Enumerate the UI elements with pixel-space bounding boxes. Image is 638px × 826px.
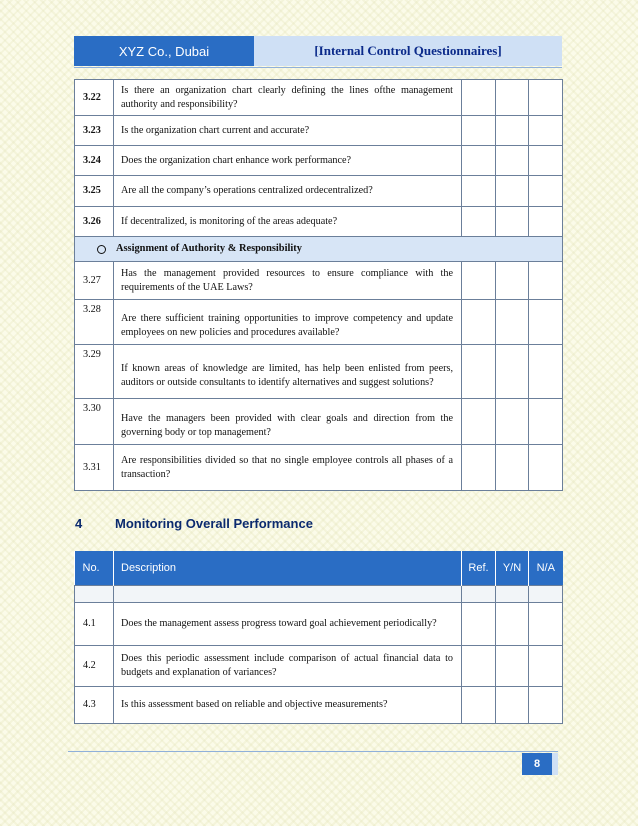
company-name: XYZ Co., Dubai	[74, 36, 254, 66]
row-description: If decentralized, is monitoring of the areas adequate?	[114, 207, 462, 237]
ref-cell[interactable]	[462, 687, 496, 724]
ref-cell[interactable]	[462, 80, 496, 116]
yn-cell[interactable]	[496, 207, 529, 237]
ref-cell[interactable]	[462, 445, 496, 491]
ref-cell[interactable]	[462, 116, 496, 146]
header-ref: Ref.	[462, 551, 496, 586]
yn-cell[interactable]	[496, 603, 529, 646]
table-header-row	[75, 551, 563, 586]
document-title: [Internal Control Questionnaires]	[254, 36, 562, 66]
row-number: 3.26	[75, 207, 114, 237]
yn-cell[interactable]	[496, 176, 529, 207]
ref-cell[interactable]	[462, 603, 496, 646]
row-number: 3.31	[75, 445, 114, 491]
yn-cell[interactable]	[496, 445, 529, 491]
table-row	[75, 687, 563, 724]
yn-cell[interactable]	[496, 262, 529, 300]
na-cell[interactable]	[529, 300, 563, 345]
na-cell[interactable]	[529, 687, 563, 724]
yn-cell[interactable]	[496, 300, 529, 345]
na-cell[interactable]	[529, 445, 563, 491]
row-description: Does the organization chart enhance work performance?	[114, 146, 462, 176]
row-number: 4.3	[75, 687, 114, 724]
spacer-row	[75, 586, 563, 603]
header-no: No.	[75, 551, 114, 586]
na-cell[interactable]	[529, 399, 563, 445]
row-number: 3.30	[75, 399, 114, 445]
row-number: 3.27	[75, 262, 114, 300]
section-heading	[75, 242, 562, 256]
row-description: Is this assessment based on reliable and objective measurements?	[114, 687, 462, 724]
table-row	[75, 345, 563, 399]
row-description: Is the organization chart current and accurate?	[114, 116, 462, 146]
yn-cell[interactable]	[496, 687, 529, 724]
table-row	[75, 603, 563, 646]
table-row	[75, 80, 563, 116]
circle-bullet-icon	[97, 245, 106, 254]
ref-cell[interactable]	[462, 207, 496, 237]
table-row	[75, 116, 563, 146]
section-title: Assignment of Authority & Responsibility	[116, 243, 302, 254]
table-row	[75, 146, 563, 176]
header-description: Description	[114, 551, 462, 586]
row-description: Does this periodic assessment include comparison of actual financial data to budgets and explanation of variances?	[114, 646, 462, 687]
section-title: Monitoring Overall Performance	[115, 516, 313, 531]
header-yn: Y/N	[496, 551, 529, 586]
row-number: 3.22	[75, 80, 114, 116]
row-description: If known areas of knowledge are limited, has help been enlisted from peers, auditors or outside consultants to identify alternatives and suggest solutions?	[114, 345, 462, 399]
header-divider	[74, 67, 562, 68]
table-row	[75, 300, 563, 345]
yn-cell[interactable]	[496, 80, 529, 116]
page-number: 8	[522, 753, 552, 775]
na-cell[interactable]	[529, 207, 563, 237]
na-cell[interactable]	[529, 80, 563, 116]
table-row	[75, 207, 563, 237]
yn-cell[interactable]	[496, 399, 529, 445]
row-description: Does the management assess progress toward goal achievement periodically?	[114, 603, 462, 646]
table-row	[75, 399, 563, 445]
row-description: Have the managers been provided with clear goals and direction from the governing body or top management?	[114, 399, 462, 445]
ref-cell[interactable]	[462, 646, 496, 687]
yn-cell[interactable]	[496, 146, 529, 176]
table-row	[75, 646, 563, 687]
yn-cell[interactable]	[496, 646, 529, 687]
row-number: 3.23	[75, 116, 114, 146]
table-row	[75, 176, 563, 207]
ref-cell[interactable]	[462, 262, 496, 300]
na-cell[interactable]	[529, 146, 563, 176]
questionnaire-table-4	[74, 551, 563, 724]
section-row	[75, 237, 563, 262]
row-description: Has the management provided resources to ensure compliance with the requirements of the UAE Laws?	[114, 262, 462, 300]
table-row	[75, 445, 563, 491]
ref-cell[interactable]	[462, 176, 496, 207]
header-na: N/A	[529, 551, 563, 586]
na-cell[interactable]	[529, 646, 563, 687]
row-number: 3.29	[75, 345, 114, 399]
section-4-heading	[75, 516, 313, 531]
page-number-accent	[552, 753, 558, 775]
ref-cell[interactable]	[462, 345, 496, 399]
row-number: 4.1	[75, 603, 114, 646]
na-cell[interactable]	[529, 345, 563, 399]
questionnaire-table-3	[74, 79, 563, 491]
row-description: Is there an organization chart clearly defining the lines ofthe management authority and responsibility?	[114, 80, 462, 116]
row-description: Are all the company’s operations centralized ordecentralized?	[114, 176, 462, 207]
row-description: Are responsibilities divided so that no single employee controls all phases of a transaction?	[114, 445, 462, 491]
row-number: 3.24	[75, 146, 114, 176]
section-number: 4	[75, 516, 83, 531]
row-description: Are there sufficient training opportunities to improve competency and update employees on new policies and procedures available?	[114, 300, 462, 345]
na-cell[interactable]	[529, 262, 563, 300]
ref-cell[interactable]	[462, 146, 496, 176]
table-row	[75, 262, 563, 300]
row-number: 3.28	[75, 300, 114, 345]
page-header	[74, 36, 562, 66]
yn-cell[interactable]	[496, 116, 529, 146]
footer-divider	[68, 751, 558, 752]
ref-cell[interactable]	[462, 399, 496, 445]
yn-cell[interactable]	[496, 345, 529, 399]
ref-cell[interactable]	[462, 300, 496, 345]
row-number: 3.25	[75, 176, 114, 207]
na-cell[interactable]	[529, 176, 563, 207]
na-cell[interactable]	[529, 116, 563, 146]
na-cell[interactable]	[529, 603, 563, 646]
row-number: 4.2	[75, 646, 114, 687]
